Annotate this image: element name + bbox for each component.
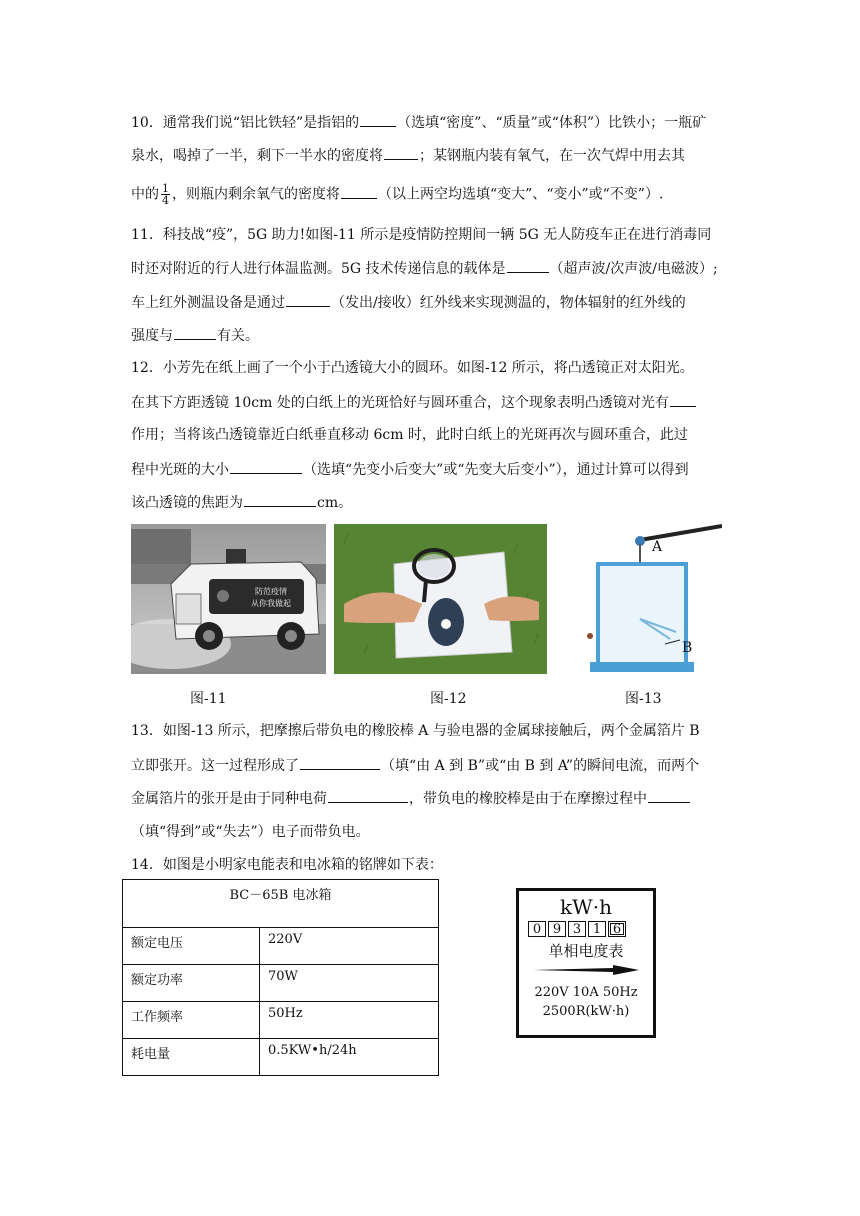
label-b: B [682,640,693,656]
answer-blank [507,258,549,273]
q10-text: 10．通常我们说“铝比铁轻”是指铝的 [131,115,360,131]
arrow-right-icon [533,965,639,975]
lens-illustration [334,524,547,674]
table-row [123,1039,439,1076]
q13-text: （填“由 A 到 B”或“由 B 到 A”的瞬间电流，而两个 [381,758,700,774]
meter-digit: 9 [548,921,566,937]
meter-digits [528,921,628,937]
answer-blank [341,184,377,199]
q12-text: 该凸透镜的焦距为 [131,495,243,511]
q13-text: 金属箔片的张开是由于同种电荷 [131,791,327,807]
meter-digit: 1 [588,921,606,937]
meter-digit-decimal: 6 [608,921,626,937]
table-title: BC－65B 电冰箱 [123,880,439,928]
meter-digit: 3 [568,921,586,937]
q11-text: 时还对附近的行人进行体温监测。5G 技术传递信息的载体是 [131,261,506,277]
answer-blank [174,325,216,340]
q13-text: （填“得到”或“失去”）电子而带负电。 [131,824,370,840]
q10-line-2 [131,145,750,166]
fraction [161,183,170,206]
answer-blank [328,788,408,803]
figure-13-caption: 图-13 [625,691,662,707]
answer-blank [384,145,418,160]
q10-text: （以上两空均选填“变大”、“变小”或“不变”）. [378,186,664,203]
q13-text: 立即张开。这一过程形成了 [131,758,299,774]
energy-meter [516,888,656,1038]
q13-line-2 [131,755,750,776]
q13-line-1 [131,721,750,741]
table-cell-label: 额定功率 [123,965,260,1002]
fraction-denominator: 4 [162,194,169,207]
q11-line-2 [131,258,750,279]
q12-text: cm。 [317,495,353,511]
answer-blank [230,459,302,474]
q11-text: 车上红外测温设备是通过 [131,295,285,311]
answer-blank [648,788,690,803]
q12-line-3 [131,425,750,445]
q12-text: 程中光斑的大小 [131,462,229,478]
q10-text: （选填“密度”、“质量”或“体积”）比铁小；一瓶矿 [397,115,707,131]
van-illustration [131,524,326,674]
table-cell-label: 工作频率 [123,1002,260,1039]
answer-blank [300,755,380,770]
meter-digit: 0 [528,921,546,937]
q13-text: 13．如图-13 所示，把摩擦后带负电的橡胶棒 A 与验电器的金属球接触后，两个金属箔片 B [131,723,700,739]
q10-text: 泉水，喝掉了一半，剩下一半水的密度将 [131,148,383,164]
figure-13-electroscope [580,524,722,674]
table-cell-value: 70W [260,965,439,1002]
q11-text: （发出/接收）红外线来实现测温的，物体辐射的红外线的 [331,295,686,311]
answer-blank [286,292,330,307]
table-row [123,880,439,928]
q12-text: 在其下方距透镜 10cm 处的白纸上的光斑恰好与圆环重合，这个现象表明凸透镜对光有 [131,395,669,411]
q11-text: 有关。 [217,328,259,344]
table-row [123,928,439,965]
q11-text: 强度与 [131,328,173,344]
table-row [123,1002,439,1039]
q11-text: 11．科技战“疫”，5G 助力!如图-11 所示是疫情防控期间一辆 5G 无人防疫车正在进行消毒同 [131,227,712,243]
q10-line-3 [131,183,750,206]
table-cell-label: 耗电量 [123,1039,260,1076]
label-a: A [652,539,663,555]
meter-title: 单相电度表 [548,942,624,960]
q12-text: 作用；当将该凸透镜靠近白纸垂直移动 6cm 时，此时白纸上的光斑再次与圆环重合，此过 [131,427,688,443]
q12-text: 12．小芳先在纸上画了一个小于凸透镜大小的圆环。如图-12 所示，将凸透镜正对太阳光。 [131,360,694,376]
figure-11-caption: 图-11 [190,691,227,707]
q10-text: ，则瓶内剩余氧气的密度将 [172,186,340,203]
meter-spec-line-1: 220V 10A 50Hz [534,985,638,1000]
q12-line-5 [131,492,750,513]
figure-12-lens-photo [334,524,547,674]
table-row [123,965,439,1002]
q11-line-1 [131,225,750,245]
table-cell-value: 0.5KW•h/24h [260,1039,439,1076]
table-cell-value: 220V [260,928,439,965]
q12-line-2 [131,392,750,413]
q12-text: （选填“先变小后变大”或“先变大后变小”），通过计算可以得到 [303,462,689,478]
answer-blank [244,492,316,507]
answer-blank [670,392,696,407]
table-cell-label: 额定电压 [123,928,260,965]
q13-text: ，带负电的橡胶棒是由于在摩擦过程中 [409,791,647,807]
q13-line-3 [131,788,750,809]
q14-line-1 [131,855,750,875]
van-sign-line-2: 从你我做起 [251,599,291,608]
fridge-nameplate-table [122,879,439,1076]
q11-text: （超声波/次声波/电磁波）; [549,261,718,277]
q10-text: ；某钢瓶内装有氧气，在一次气焊中用去其 [419,148,685,164]
q10-line-1 [131,112,750,133]
q10-text: 中的 [131,186,159,203]
fraction-numerator: 1 [162,182,169,195]
q14-text: 14．如图是小明家电能表和电冰箱的铭牌如下表： [131,857,443,873]
q11-line-4 [131,325,750,346]
answer-blank [360,112,396,127]
q11-line-3 [131,292,750,313]
electroscope-illustration [580,524,722,674]
q12-line-1 [131,358,750,378]
meter-spec-line-2: 2500R(kW·h) [542,1004,630,1019]
q13-line-4 [131,822,750,842]
figure-11-van-photo [131,524,326,674]
figure-12-caption: 图-12 [430,691,467,707]
van-sign-line-1: 防范疫情 [255,587,287,596]
meter-unit: kW·h [560,895,612,919]
q12-line-4 [131,459,750,480]
table-cell-value: 50Hz [260,1002,439,1039]
